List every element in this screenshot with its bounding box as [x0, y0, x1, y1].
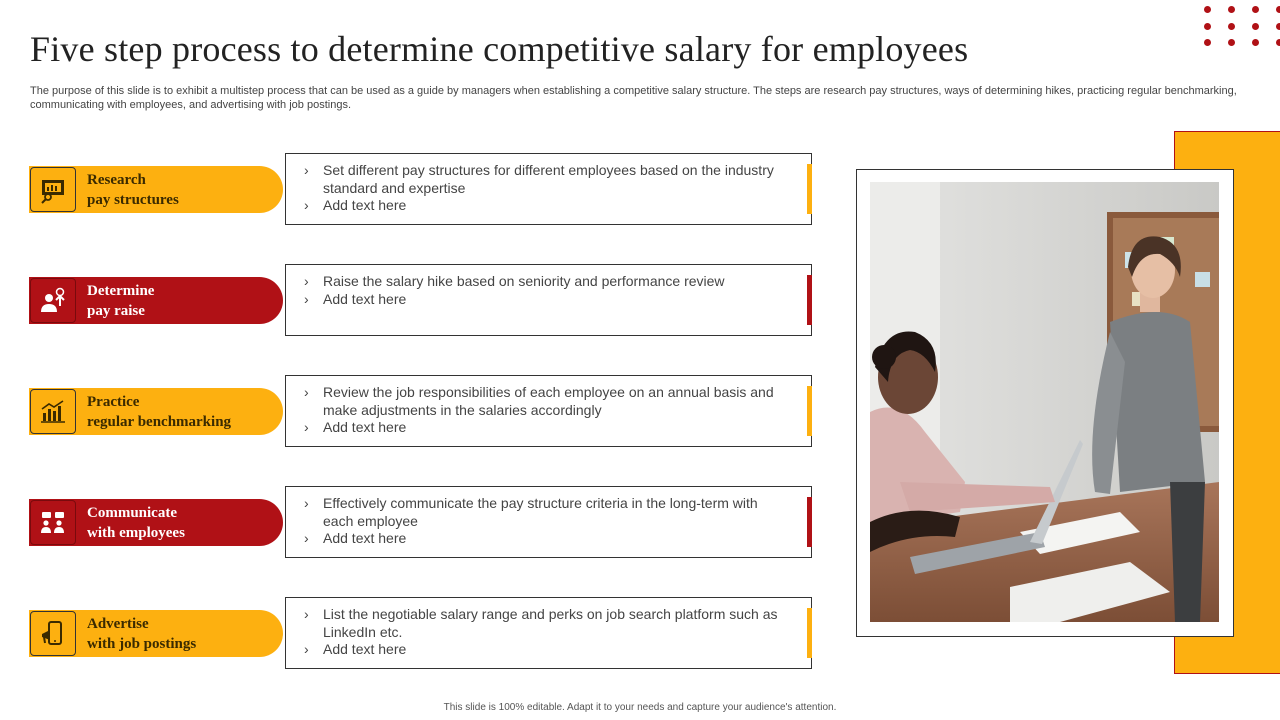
accent-bar [807, 275, 812, 325]
presentation-board-icon [30, 167, 76, 212]
step-label: Advertise with job postings [87, 616, 197, 652]
office-meeting-photo [870, 182, 1219, 622]
accent-bar [807, 386, 812, 436]
step-label: Practice regular benchmarking [87, 394, 232, 430]
step-advertise [29, 610, 284, 658]
bullet-point: › Add text here [302, 530, 782, 548]
pay-raise-person-icon [30, 278, 76, 323]
bullet-point: › List the negotiable salary range and perks on job search platform such as LinkedIn etc. [302, 606, 782, 641]
bullet-point: › Add text here [302, 419, 782, 437]
bullet-point: › Add text here [302, 641, 782, 659]
step-label: Communicate with employees [87, 505, 185, 541]
team-communication-icon [30, 500, 76, 545]
bullet-point: › Add text here [302, 197, 782, 215]
step-determine [29, 277, 284, 325]
step-communicate-details [285, 486, 812, 558]
bullet-point: › Set different pay structures for different employees based on the industry standard and expertise [302, 162, 782, 197]
bullet-point: › Add text here [302, 291, 782, 309]
benchmark-chart-icon [30, 389, 76, 434]
step-label: Determine pay raise [87, 283, 155, 319]
step-practice [29, 388, 284, 436]
step-label: Research pay structures [87, 172, 179, 208]
decorative-dots [1200, 3, 1280, 47]
bullet-point: › Review the job responsibilities of each employee on an annual basis and make adjustments in the salaries accordingly [302, 384, 782, 419]
step-research [29, 166, 284, 214]
accent-bar [807, 608, 812, 658]
accent-bar [807, 164, 812, 214]
step-research-details [285, 153, 812, 225]
page-subtitle: The purpose of this slide is to exhibit a multistep process that can be used as a guide by managers when establishing a competitive salary structure. The steps are research pay structures, ways of determining hikes, practicing regular benchmarking, communicating with employees, and advertising with job postings. [30, 85, 1237, 111]
step-determine-details [285, 264, 812, 336]
bullet-point: › Raise the salary hike based on seniority and performance review [302, 273, 782, 291]
footer-note: This slide is 100% editable. Adapt it to your needs and capture your audience's attention. [443, 702, 837, 713]
step-communicate [29, 499, 284, 547]
page-title: Five step process to determine competitive salary for employees [30, 29, 969, 69]
step-practice-details [285, 375, 812, 447]
bullet-point: › Effectively communicate the pay structure criteria in the long-term with each employee [302, 495, 782, 530]
mobile-megaphone-icon [30, 611, 76, 656]
step-advertise-details [285, 597, 812, 669]
accent-bar [807, 497, 812, 547]
